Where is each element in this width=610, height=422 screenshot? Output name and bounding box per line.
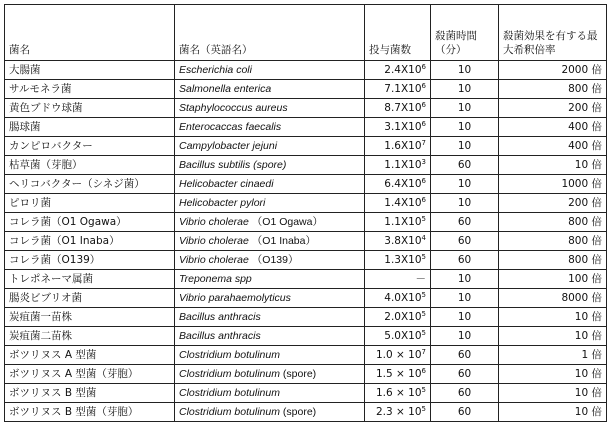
english-name-cell [175,137,365,156]
dose-exponent: 5 [421,291,426,299]
scientific-name: Campylobacter jejuni [179,140,278,152]
bacteria-name-cell: 腸炎ビブリオ菌 [5,289,175,308]
scientific-name: Clostridium botulinum [179,368,280,380]
max-dilution-cell: 10 倍 [499,308,607,327]
sterilization-time-cell: 10 [431,194,499,213]
bacteria-name-cell: ボツリヌス B 型菌 [5,384,175,403]
scientific-name: Salmonella enterica [179,83,272,95]
scientific-name: Helicobacter pylori [179,197,266,209]
bacteria-name-cell: ボツリヌス A 型菌（芽胞） [5,365,175,384]
english-name-cell [175,289,365,308]
english-name-cell [175,213,365,232]
bacteria-name-cell: 炭疽菌二苗株 [5,327,175,346]
max-dilution-cell: 800 倍 [499,232,607,251]
sterilization-time-cell: 60 [431,156,499,175]
dose-cell [365,175,431,194]
dose-cell [365,384,431,403]
scientific-name: Clostridium botulinum [179,387,280,399]
english-name-cell [175,118,365,137]
english-name-cell [175,156,365,175]
dose-exponent: 7 [421,348,426,356]
sterilization-time-cell: 10 [431,308,499,327]
dose-exponent: 6 [421,120,426,128]
dose-exponent: 6 [421,101,426,109]
dose-cell [365,365,431,384]
dose-cell [365,346,431,365]
max-dilution-cell: 200 倍 [499,194,607,213]
sterilization-time-cell: 10 [431,61,499,80]
dose-exponent: 5 [421,253,426,261]
dose-exponent: 5 [421,405,426,413]
scientific-name: Bacillus anthracis [179,311,261,323]
bacteria-name-cell: 腸球菌 [5,118,175,137]
dose-cell [365,308,431,327]
english-name-cell [175,175,365,194]
table-row [5,232,607,251]
dose-cell [365,327,431,346]
dose-exponent: 6 [421,177,426,185]
dose-exponent: 5 [421,329,426,337]
table-row [5,80,607,99]
sterilization-time-cell: 60 [431,365,499,384]
english-name-cell [175,80,365,99]
strain-note: （O139） [251,254,299,266]
scientific-name: Escherichia coli [179,64,252,76]
bacteria-name-cell: コレラ菌（O1 Ogawa） [5,213,175,232]
scientific-name: Clostridium botulinum [179,349,280,361]
bacteria-name-cell: ボツリヌス A 型菌 [5,346,175,365]
dose-base: 1.0 × 10 [375,349,422,361]
max-dilution-cell: 1 倍 [499,346,607,365]
dose-cell [365,80,431,99]
max-dilution-cell: 10 倍 [499,403,607,422]
max-dilution-cell: 800 倍 [499,80,607,99]
dose-exponent: 6 [421,196,426,204]
header-dose: 投与菌数 [365,5,431,61]
sterilization-time-cell: 10 [431,118,499,137]
scientific-name: Vibrio parahaemolyticus [179,292,291,304]
table-row [5,403,607,422]
scientific-name: Enterocaccas faecalis [179,121,282,133]
table-row [5,137,607,156]
sterilization-time-cell: 10 [431,175,499,194]
max-dilution-cell: 8000 倍 [499,289,607,308]
sterilization-time-cell: 10 [431,289,499,308]
strain-note: （O1 Inaba） [251,235,316,247]
dose-base: 1.3X10 [384,254,422,266]
max-dilution-cell: 10 倍 [499,327,607,346]
max-dilution-cell: 800 倍 [499,251,607,270]
header-row [5,5,607,61]
dose-exponent: 6 [421,367,426,375]
dose-base: 2.0X10 [384,311,422,323]
bacteria-name-cell: 枯草菌（芽胞） [5,156,175,175]
dose-exponent: 5 [421,215,426,223]
dose-cell [365,118,431,137]
dose-exponent: 4 [421,234,426,242]
dose-cell [365,137,431,156]
english-name-cell [175,194,365,213]
dose-cell [365,156,431,175]
dose-exponent: 3 [421,158,426,166]
sterilization-time-cell: 60 [431,251,499,270]
dose-cell [365,194,431,213]
english-name-cell [175,308,365,327]
bacteria-name-cell: カンピロバクター [5,137,175,156]
dose-base: 1.1X10 [384,159,422,171]
bacteria-name-cell: ヘリコバクター（シネジ菌） [5,175,175,194]
bacteria-name-cell: 黄色ブドウ球菌 [5,99,175,118]
strain-note: （O1 Ogawa） [251,216,323,228]
header-sterilization-time: 殺菌時間（分） [431,5,499,61]
table-row [5,308,607,327]
bacteria-name-cell: ピロリ菌 [5,194,175,213]
table-row [5,251,607,270]
scientific-name: Helicobacter cinaedi [179,178,274,190]
max-dilution-cell: 200 倍 [499,99,607,118]
bacteria-name-cell: トレポネーマ属菌 [5,270,175,289]
scientific-name: Vibrio cholerae [179,235,249,247]
dose-cell [365,270,431,289]
scientific-name: Bacillus anthracis [179,330,261,342]
dose-base: 4.0X10 [384,292,422,304]
sterilization-time-cell: 60 [431,403,499,422]
bacteria-name-cell: ボツリヌス B 型菌（芽胞） [5,403,175,422]
max-dilution-cell: 10 倍 [499,365,607,384]
english-name-cell [175,232,365,251]
dose-cell [365,232,431,251]
dose-cell [365,251,431,270]
sterilization-time-cell: 10 [431,80,499,99]
sterilization-time-cell: 60 [431,346,499,365]
max-dilution-cell: 800 倍 [499,213,607,232]
dose-base: 1.5 × 10 [375,368,422,380]
max-dilution-cell: 2000 倍 [499,61,607,80]
strain-note: (spore) [282,368,317,380]
bacteria-name-cell: 大腸菌 [5,61,175,80]
english-name-cell [175,327,365,346]
dose-base: 6.4X10 [384,178,422,190]
scientific-name: Clostridium botulinum [179,406,280,418]
dose-base: 7.1X10 [384,83,422,95]
dose-base: － [415,273,426,285]
max-dilution-cell: 100 倍 [499,270,607,289]
table-row [5,384,607,403]
dose-exponent: 7 [421,139,426,147]
dose-cell [365,213,431,232]
sterilization-time-cell: 10 [431,99,499,118]
dose-base: 1.1X10 [384,216,422,228]
max-dilution-cell: 400 倍 [499,137,607,156]
table-row [5,346,607,365]
bacteria-name-cell: 炭疽菌一苗株 [5,308,175,327]
english-name-cell [175,99,365,118]
dose-base: 2.4X10 [384,64,422,76]
max-dilution-cell: 1000 倍 [499,175,607,194]
scientific-name: Vibrio cholerae [179,216,249,228]
scientific-name: Staphylococcus aureus [179,102,288,114]
english-name-cell [175,251,365,270]
dose-cell [365,403,431,422]
header-bacteria-name-english: 菌名（英語名） [175,5,365,61]
table-header [5,5,607,61]
bacteria-name-cell: サルモネラ菌 [5,80,175,99]
header-max-dilution: 殺菌効果を有する最大希釈倍率 [499,5,607,61]
dose-exponent: 6 [421,82,426,90]
bactericidal-data-table [4,4,607,422]
dose-base: 1.6X10 [384,140,422,152]
strain-note: (spore) [282,406,317,418]
sterilization-time-cell: 60 [431,232,499,251]
dose-exponent: 5 [421,310,426,318]
table-row [5,118,607,137]
dose-base: 3.8X10 [384,235,422,247]
english-name-cell [175,270,365,289]
table-body [5,61,607,422]
dose-exponent: 5 [421,386,426,394]
dose-exponent: 6 [421,63,426,71]
dose-cell [365,289,431,308]
table-row [5,156,607,175]
table-row [5,289,607,308]
english-name-cell [175,61,365,80]
table-row [5,99,607,118]
table-row [5,61,607,80]
sterilization-time-cell: 60 [431,384,499,403]
table-row [5,365,607,384]
english-name-cell [175,365,365,384]
max-dilution-cell: 400 倍 [499,118,607,137]
bacteria-name-cell: コレラ菌（O1 Inaba） [5,232,175,251]
scientific-name: Vibrio cholerae [179,254,249,266]
table-row [5,213,607,232]
dose-base: 1.6 × 10 [375,387,422,399]
sterilization-time-cell: 10 [431,137,499,156]
dose-base: 3.1X10 [384,121,422,133]
scientific-name: Bacillus subtilis (spore) [179,159,287,171]
dose-cell [365,61,431,80]
max-dilution-cell: 10 倍 [499,384,607,403]
table-row [5,327,607,346]
english-name-cell [175,403,365,422]
dose-base: 2.3 × 10 [375,406,422,418]
table-row [5,194,607,213]
sterilization-time-cell: 10 [431,270,499,289]
dose-base: 8.7X10 [384,102,422,114]
sterilization-time-cell: 10 [431,327,499,346]
dose-base: 5.0X10 [384,330,422,342]
english-name-cell [175,346,365,365]
table-row [5,270,607,289]
table-row [5,175,607,194]
scientific-name: Treponema spp [179,273,252,285]
dose-cell [365,99,431,118]
dose-base: 1.4X10 [384,197,422,209]
sterilization-time-cell: 60 [431,213,499,232]
english-name-cell [175,384,365,403]
bacteria-name-cell: コレラ菌（O139） [5,251,175,270]
header-bacteria-name: 菌名 [5,5,175,61]
max-dilution-cell: 10 倍 [499,156,607,175]
